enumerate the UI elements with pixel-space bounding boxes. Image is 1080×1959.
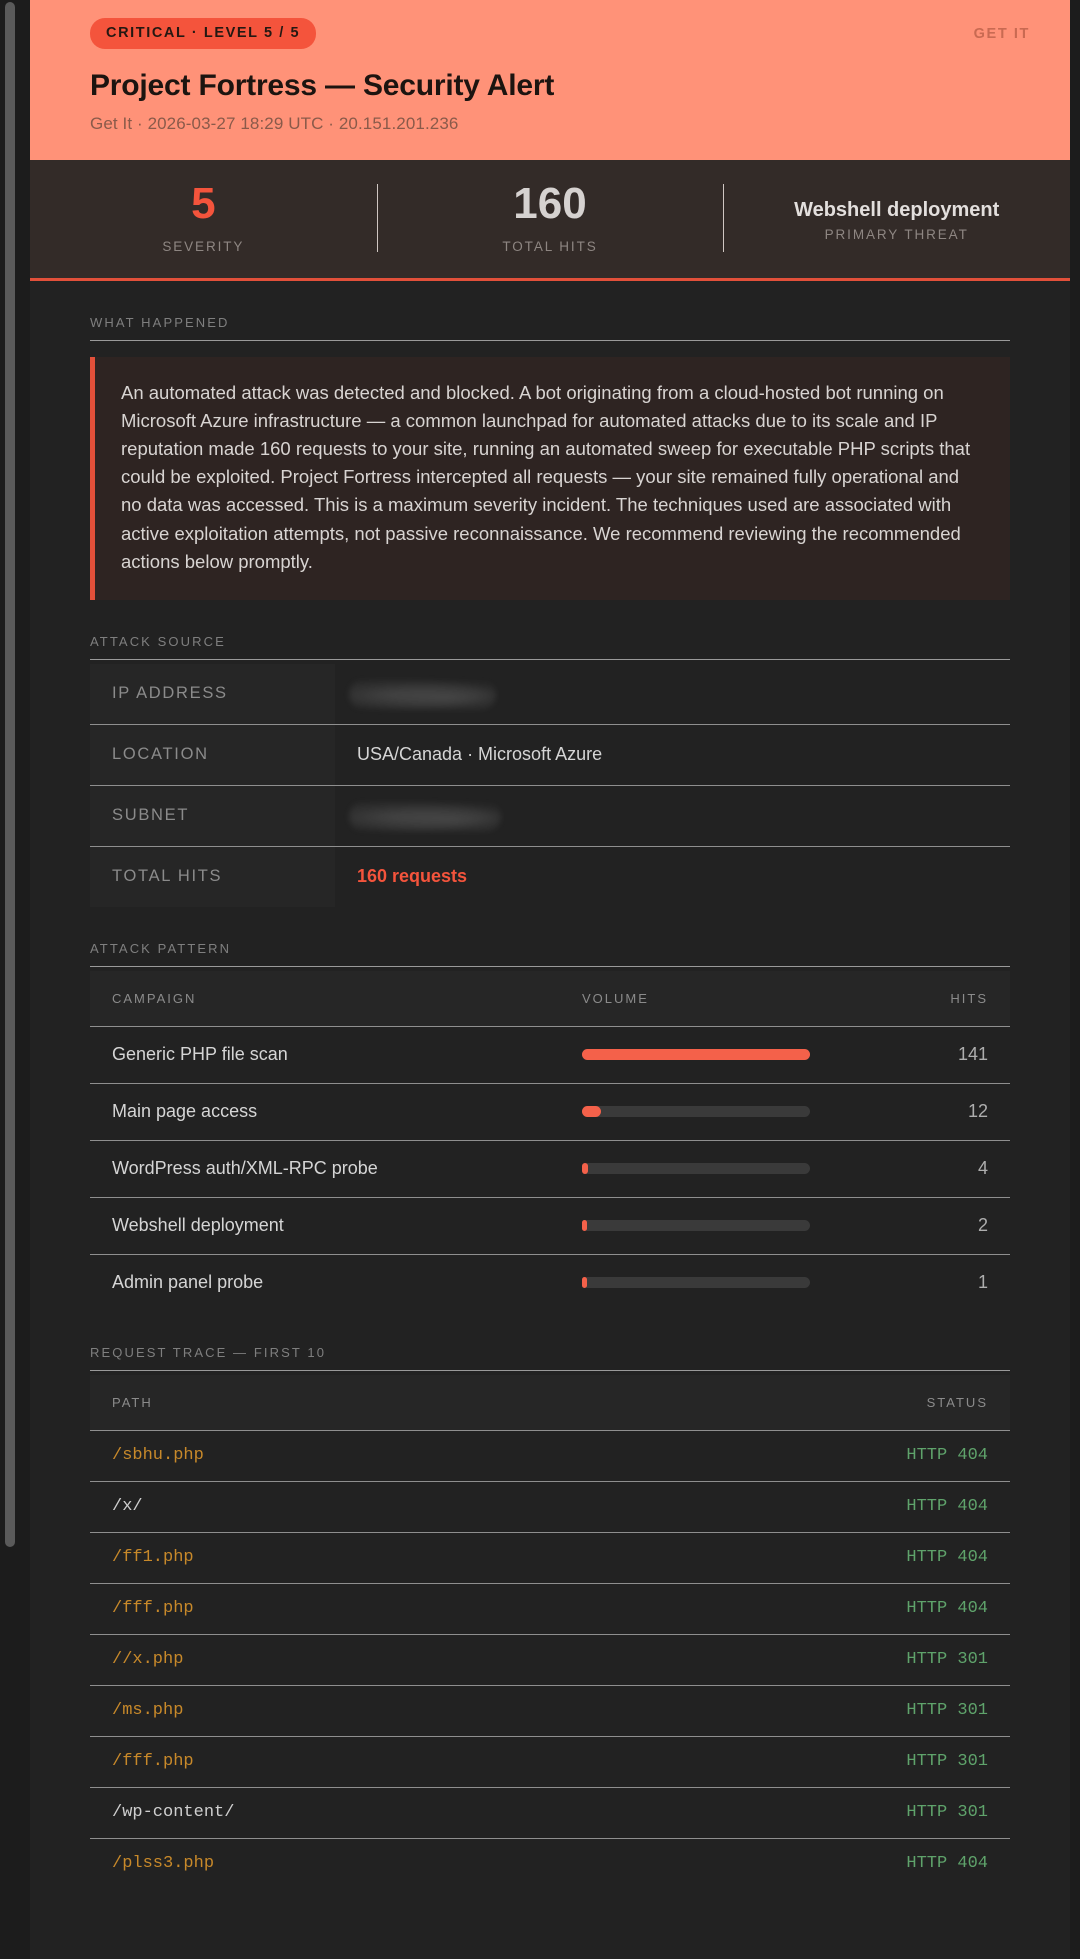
table-row (90, 1685, 1010, 1736)
volume-bar-cell (560, 1197, 890, 1254)
table-row (90, 1481, 1010, 1532)
volume-bar-track (582, 1106, 810, 1117)
page-scrollbar[interactable] (0, 0, 20, 1959)
table-row (90, 1532, 1010, 1583)
stat-severity (30, 179, 377, 254)
volume-bar-fill (582, 1163, 588, 1174)
request-path: /wp-content/ (112, 1802, 235, 1822)
what-happened-text: An automated attack was detected and blocked. A bot originating from a cloud-hosted bot running on Microsoft Azure infrastructure — a common launchpad for automated attacks due to its scale and IP reputation made 160 requests to your site, running an automated sweep for executable PHP scripts that could be exploited. Project Fortress intercepted all requests — your site remained fully operational and no data was accessed. This is a maximum severity incident. The techniques used are associated with active exploitation attempts, not passive reconnaissance. We recommend reviewing the recommended actions below promptly. (121, 382, 971, 572)
stat-total-hits-value: 160 (513, 179, 587, 228)
banner-meta: Get It · 2026-03-27 18:29 UTC · 20.151.201.236 (90, 114, 459, 133)
volume-bar-cell (560, 1140, 890, 1197)
request-trace-table (90, 1375, 1010, 1889)
volume-bar-track (582, 1049, 810, 1060)
campaign-hits: 2 (977, 1214, 988, 1235)
volume-bar-fill (582, 1220, 587, 1231)
section-divider (90, 340, 1010, 341)
volume-bar-fill (582, 1049, 810, 1060)
request-status: HTTP 301 (906, 1700, 988, 1720)
attack-source-key: IP ADDRESS (90, 664, 335, 725)
column-header-campaign: CAMPAIGN (90, 971, 560, 1027)
section-divider (90, 659, 1010, 660)
redaction-overlay (357, 683, 482, 704)
page-title: Project Fortress — Security Alert (90, 69, 555, 102)
section-label-attack-source: ATTACK SOURCE (90, 633, 226, 649)
attack-source-table (90, 664, 1010, 907)
table-header-row (90, 971, 1010, 1027)
campaign-name: WordPress auth/XML-RPC probe (112, 1157, 378, 1178)
request-path: /ff1.php (112, 1547, 194, 1567)
brand-link[interactable]: GET IT (973, 26, 1030, 42)
attack-source-value: USA/Canada · Microsoft Azure (357, 743, 603, 764)
stat-primary-threat-value: Webshell deployment (794, 199, 1000, 221)
table-row (90, 1197, 1010, 1254)
campaign-hits: 12 (967, 1100, 988, 1121)
request-status: HTTP 404 (906, 1496, 988, 1516)
request-status: HTTP 404 (906, 1445, 988, 1465)
stats-strip (30, 160, 1070, 281)
table-row (90, 846, 1010, 907)
request-status: HTTP 404 (906, 1598, 988, 1618)
request-path: /ms.php (112, 1700, 184, 1720)
volume-bar-cell (560, 1083, 890, 1140)
volume-bar-track (582, 1220, 810, 1231)
table-row (90, 1026, 1010, 1083)
stat-total-hits-label: TOTAL HITS (502, 239, 598, 254)
table-row (90, 724, 1010, 785)
attack-source-key: TOTAL HITS (90, 846, 335, 907)
column-header-volume: VOLUME (560, 971, 890, 1027)
volume-bar-cell (560, 1254, 890, 1311)
table-row (90, 1787, 1010, 1838)
column-header-status: STATUS (830, 1375, 1010, 1431)
campaign-name: Generic PHP file scan (112, 1043, 288, 1064)
attack-pattern-table (90, 971, 1010, 1311)
attack-source-value-redacted (335, 785, 1010, 846)
section-divider (90, 966, 1010, 967)
table-row (90, 1838, 1010, 1889)
stat-primary-threat (723, 182, 1070, 254)
request-status: HTTP 301 (906, 1802, 988, 1822)
stat-severity-label: SEVERITY (162, 239, 245, 254)
stat-total-hits (377, 179, 724, 254)
status-badge: CRITICAL · LEVEL 5 / 5 (90, 18, 316, 49)
stat-severity-value: 5 (191, 179, 216, 228)
volume-bar-fill (582, 1277, 587, 1288)
attack-source-value-redacted (335, 664, 1010, 725)
attack-source-value: 160 requests (357, 865, 468, 886)
table-row (90, 1430, 1010, 1481)
attack-source-key: SUBNET (90, 785, 335, 846)
alert-card (30, 0, 1070, 1959)
table-header-row (90, 1375, 1010, 1431)
campaign-name: Webshell deployment (112, 1214, 284, 1235)
request-status: HTTP 404 (906, 1853, 988, 1873)
campaign-hits: 4 (977, 1157, 988, 1178)
section-label-attack-pattern: ATTACK PATTERN (90, 940, 232, 956)
alert-banner (30, 0, 1070, 160)
alert-body (30, 281, 1070, 1889)
redaction-overlay (357, 805, 487, 826)
what-happened-callout (90, 357, 1010, 600)
table-row (90, 785, 1010, 846)
section-label-what-happened: WHAT HAPPENED (90, 315, 230, 330)
table-row (90, 664, 1010, 725)
banner-top-row (90, 18, 1030, 49)
request-path: /fff.php (112, 1751, 194, 1771)
column-header-path: PATH (90, 1375, 830, 1431)
request-path: /x/ (112, 1496, 143, 1516)
volume-bar-track (582, 1277, 810, 1288)
table-row (90, 1254, 1010, 1311)
table-row (90, 1140, 1010, 1197)
request-path: /sbhu.php (112, 1445, 204, 1465)
campaign-name: Main page access (112, 1100, 258, 1121)
table-row (90, 1736, 1010, 1787)
campaign-name: Admin panel probe (112, 1271, 264, 1292)
attack-source-key: LOCATION (90, 724, 335, 785)
request-path: //x.php (112, 1649, 184, 1669)
volume-bar-fill (582, 1106, 601, 1117)
table-row (90, 1583, 1010, 1634)
campaign-hits: 141 (957, 1043, 988, 1064)
column-header-hits: HITS (890, 971, 1010, 1027)
request-path: /fff.php (112, 1598, 194, 1618)
section-label-request-trace: REQUEST TRACE — FIRST 10 (90, 1344, 327, 1360)
volume-bar-cell (560, 1026, 890, 1083)
table-row (90, 1083, 1010, 1140)
section-divider (90, 1370, 1010, 1371)
scrollbar-thumb[interactable] (5, 2, 15, 1547)
request-path: /plss3.php (112, 1853, 215, 1873)
request-status: HTTP 301 (906, 1751, 988, 1771)
table-row (90, 1634, 1010, 1685)
request-status: HTTP 404 (906, 1547, 988, 1567)
volume-bar-track (582, 1163, 810, 1174)
request-status: HTTP 301 (906, 1649, 988, 1669)
campaign-hits: 1 (977, 1271, 988, 1292)
stat-primary-threat-label: PRIMARY THREAT (824, 227, 969, 242)
